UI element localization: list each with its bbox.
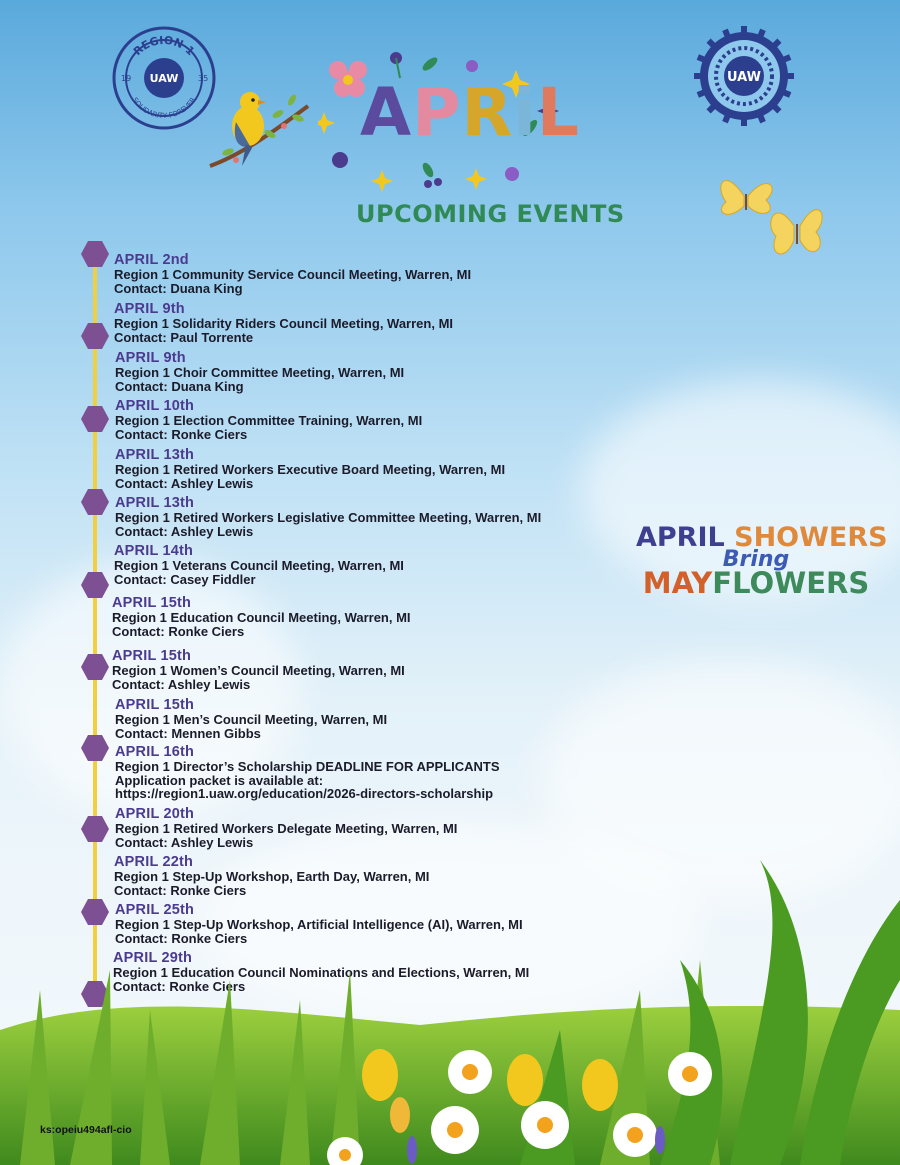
- upcoming-events-heading: UPCOMING EVENTS: [356, 200, 625, 228]
- bird-illustration: [208, 86, 318, 178]
- event-item: [115, 807, 457, 849]
- title-letter: P: [412, 74, 462, 151]
- event-detail: Contact: Ashley Lewis: [115, 475, 254, 491]
- event-item: [115, 448, 505, 490]
- event-item: [115, 351, 404, 393]
- event-title: Region 1 Retired Workers Legislative Committee Meeting, Warren, MI: [115, 510, 542, 525]
- event-title: Region 1 Women’s Council Meeting, Warren, MI: [112, 663, 405, 678]
- timeline-hexagon: [81, 323, 109, 349]
- event-detail: Contact: Ronke Ciers: [114, 882, 247, 898]
- union-label-code: ks:opeiu494afl-cio: [40, 1124, 132, 1136]
- event-date: APRIL 29th: [113, 950, 193, 966]
- event-item: [112, 649, 405, 691]
- title-letter: A: [360, 74, 413, 151]
- event-title: Region 1 Choir Committee Meeting, Warren, MI: [115, 365, 405, 380]
- title-letter: R: [461, 74, 514, 151]
- region1-seal-logo: [112, 26, 216, 130]
- event-title: Region 1 Veterans Council Meeting, Warren, MI: [114, 558, 404, 573]
- event-detail: Contact: Ronke Ciers: [112, 623, 245, 639]
- event-date: APRIL 15th: [112, 595, 192, 611]
- seal-year-left: 19: [121, 74, 132, 83]
- event-title: Region 1 Retired Workers Executive Board Meeting, Warren, MI: [115, 462, 506, 477]
- event-detail: Contact: Mennen Gibbs: [115, 725, 261, 741]
- event-detail: Contact: Ashley Lewis: [112, 676, 251, 692]
- slogan-word-flowers: FLOWERS: [712, 566, 870, 600]
- slogan-word-showers: SHOWERS: [734, 522, 888, 553]
- event-item: [114, 544, 404, 586]
- event-date: APRIL 13th: [115, 495, 195, 511]
- uaw-logo-text: UAW: [727, 70, 761, 85]
- timeline-hexagon: [81, 489, 109, 515]
- timeline-hexagon: [81, 241, 109, 267]
- uaw-gear-logo: [692, 24, 796, 128]
- title-letter: L: [536, 74, 580, 151]
- slogan-word-april: APRIL: [636, 522, 725, 553]
- event-title: Region 1 Education Council Nominations and Elections, Warren, MI: [113, 965, 530, 980]
- event-date: APRIL 22th: [114, 854, 194, 870]
- event-title: Region 1 Community Service Council Meeting, Warren, MI: [114, 267, 472, 282]
- event-detail: Contact: Duana King: [115, 378, 244, 394]
- seal-year-right: 35: [198, 74, 209, 83]
- event-item: [115, 745, 500, 801]
- april-showers-slogan: [636, 522, 888, 600]
- timeline-hexagon: [81, 816, 109, 842]
- slogan-row-2: Bring: [722, 547, 790, 572]
- event-item: [112, 596, 411, 638]
- seal-top-text: REGION 1: [130, 33, 198, 59]
- event-date: APRIL 25th: [115, 902, 195, 918]
- event-title: Region 1 Election Committee Training, Warren, MI: [115, 413, 423, 428]
- event-date: APRIL 10th: [115, 398, 195, 414]
- slogan-row-3: [636, 566, 876, 600]
- title-letter: i: [513, 74, 537, 151]
- event-date: APRIL 15th: [115, 697, 195, 713]
- svg-text:REGION 1: [131, 34, 197, 58]
- event-item: [114, 302, 453, 344]
- event-date: APRIL 15th: [112, 648, 192, 664]
- event-date: APRIL 9th: [115, 350, 186, 366]
- event-date: APRIL 20th: [115, 806, 195, 822]
- event-date: APRIL 14th: [114, 543, 194, 559]
- seal-center-text: UAW: [149, 72, 179, 85]
- grass-and-flowers-illustration: [0, 860, 900, 1165]
- event-detail: Contact: Ronke Ciers: [115, 426, 248, 442]
- event-date: APRIL 9th: [114, 301, 185, 317]
- event-title: Region 1 Director’s Scholarship DEADLINE FOR APPLICANTS: [115, 759, 500, 774]
- event-title: Region 1 Men’s Council Meeting, Warren, MI: [115, 712, 388, 727]
- event-detail: Contact: Casey Fiddler: [114, 571, 256, 587]
- event-detail: Contact: Duana King: [114, 280, 243, 296]
- event-detail: Application packet is available at:: [115, 772, 324, 788]
- event-title: Region 1 Step-Up Workshop, Artificial Intelligence (AI), Warren, MI: [115, 917, 523, 932]
- event-title: Region 1 Retired Workers Delegate Meeting, Warren, MI: [115, 821, 458, 836]
- event-item: [115, 399, 422, 441]
- svg-text:SOLIDARITY FOREVER: [131, 96, 198, 120]
- event-date: APRIL 16th: [115, 744, 195, 760]
- event-title: Region 1 Step-Up Workshop, Earth Day, Warren, MI: [114, 869, 430, 884]
- event-item: [115, 496, 541, 538]
- event-title: Region 1 Education Council Meeting, Warren, MI: [112, 610, 411, 625]
- timeline-hexagon: [81, 406, 109, 432]
- event-title: Region 1 Solidarity Riders Council Meeting, Warren, MI: [114, 316, 454, 331]
- seal-bottom-text: SOLIDARITY FOREVER: [130, 96, 198, 121]
- slogan-word-may: MAY: [642, 566, 713, 600]
- butterflies-illustration: [714, 166, 829, 271]
- event-detail: Contact: Ashley Lewis: [115, 834, 254, 850]
- event-detail: Contact: Paul Torrente: [114, 329, 254, 345]
- event-detail: Contact: Ronke Ciers: [115, 930, 248, 946]
- event-detail: https://region1.uaw.org/education/2026-directors-scholarship: [115, 786, 494, 801]
- event-date: APRIL 2nd: [114, 252, 189, 268]
- event-item: [115, 698, 387, 740]
- april-title: [360, 74, 580, 151]
- event-detail: Contact: Ronke Ciers: [113, 978, 246, 994]
- event-date: APRIL 13th: [115, 447, 195, 463]
- event-item: [114, 253, 471, 295]
- event-detail: Contact: Ashley Lewis: [115, 523, 254, 539]
